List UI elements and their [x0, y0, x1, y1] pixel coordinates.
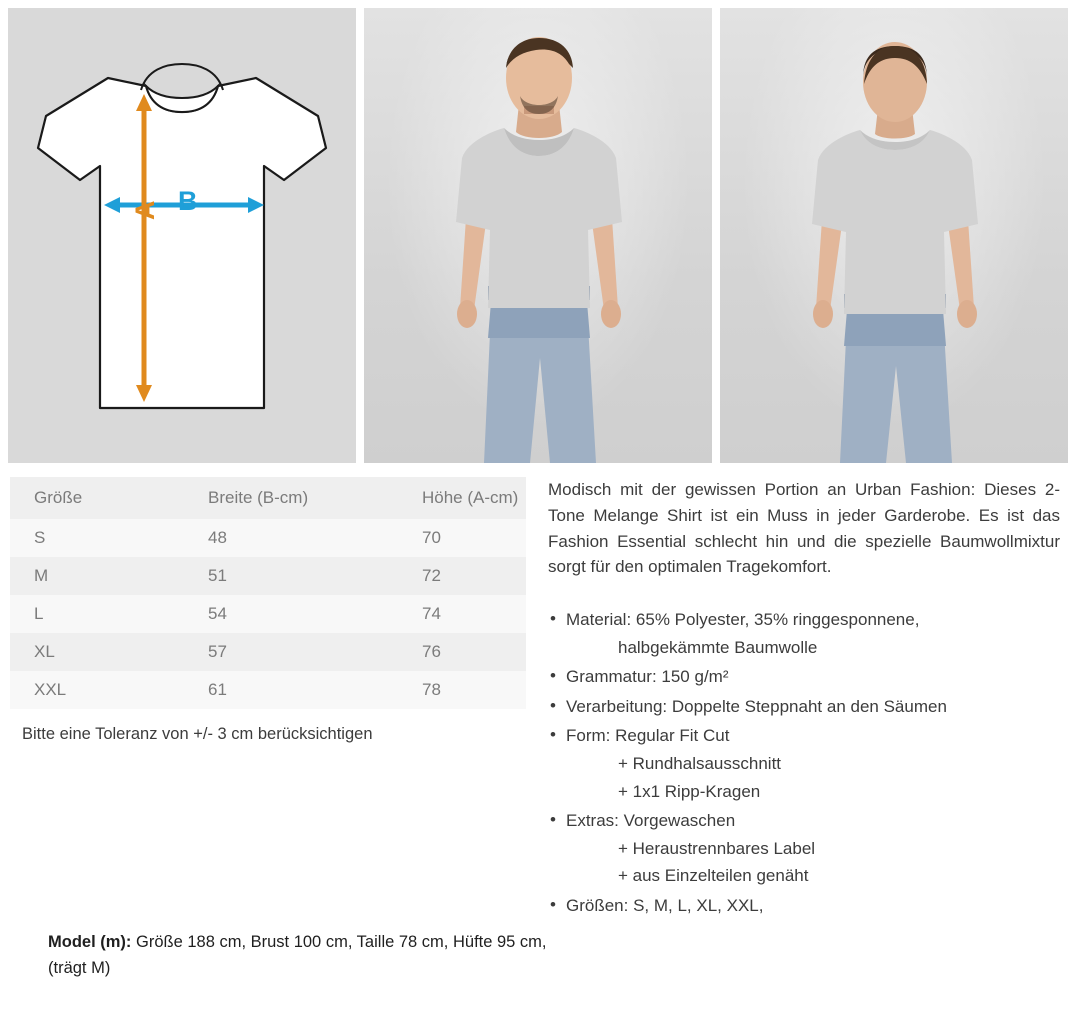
list-item: [548, 722, 1060, 805]
size-table-head: [10, 477, 526, 519]
spec-main: Extras: Vorgewaschen: [566, 811, 736, 831]
spec-sub: + Rundhalsausschnitt: [618, 753, 782, 773]
cell-height: 76: [398, 633, 526, 671]
tolerance-note: Bitte eine Toleranz von +/- 3 cm berücksichtigen: [22, 725, 373, 743]
model-back-photo: [720, 8, 1068, 463]
model-front-illustration: [364, 8, 712, 463]
spec-sub: + aus Einzelteilen genäht: [618, 866, 809, 886]
spec-main: Form: Regular Fit Cut: [566, 726, 730, 746]
cell-size: L: [10, 595, 184, 633]
list-item: [548, 693, 1060, 721]
height-label: A: [130, 200, 160, 220]
size-table-body: [10, 519, 526, 709]
spec-sub: + 1x1 Ripp-Kragen: [618, 781, 761, 801]
size-table: [10, 477, 526, 709]
cell-size: S: [10, 519, 184, 557]
table-row: [10, 557, 526, 595]
header-height: Höhe (A-cm): [398, 477, 526, 519]
size-diagram: [8, 8, 356, 463]
model-note-label: Model (m):: [48, 933, 132, 951]
spec-main: Größen: S, M, L, XL, XXL,: [566, 895, 764, 915]
list-item: [548, 663, 1060, 691]
table-row: [10, 595, 526, 633]
list-item: [548, 892, 1060, 920]
cell-size: M: [10, 557, 184, 595]
spec-sub: halbgekämmte Baumwolle: [618, 637, 818, 657]
width-label: B: [178, 186, 198, 216]
cell-width: 48: [184, 519, 398, 557]
product-image-row: [0, 0, 1080, 463]
cell-height: 78: [398, 671, 526, 709]
cell-width: 61: [184, 671, 398, 709]
size-table-column: [10, 477, 540, 921]
cell-size: XXL: [10, 671, 184, 709]
tshirt-schematic: [8, 8, 356, 463]
cell-width: 57: [184, 633, 398, 671]
cell-height: 70: [398, 519, 526, 557]
spec-main: Verarbeitung: Doppelte Steppnaht an den Säumen: [566, 696, 947, 716]
cell-height: 74: [398, 595, 526, 633]
list-item: [548, 606, 1060, 661]
spec-sub: + Heraustrennbares Label: [618, 838, 816, 858]
table-row: [10, 519, 526, 557]
model-note-text: Größe 188 cm, Brust 100 cm, Taille 78 cm, Hüfte 95 cm, (trägt M): [48, 933, 547, 977]
table-row: [10, 671, 526, 709]
spec-main: Material: 65% Polyester, 35% ringgesponnene,: [566, 610, 920, 630]
details-section: [0, 463, 1080, 921]
product-description: Modisch mit der gewissen Portion an Urban Fashion: Dieses 2-Tone Melange Shirt ist ein Muss in jeder Garderobe. Es ist das Fashion Essential schlecht hin und die spezielle Baumwollmixtur sorgt für den optimalen Tragekomfort.: [548, 480, 1060, 577]
list-item: [548, 807, 1060, 890]
model-front-photo: [364, 8, 712, 463]
cell-width: 51: [184, 557, 398, 595]
model-note: [48, 930, 548, 981]
description-column: [540, 477, 1060, 921]
table-row: [10, 633, 526, 671]
size-table-header-row: [10, 477, 526, 519]
header-size: Größe: [10, 477, 184, 519]
cell-size: XL: [10, 633, 184, 671]
spec-main: Grammatur: 150 g/m²: [566, 667, 729, 687]
model-back-illustration: [720, 8, 1068, 463]
header-width: Breite (B-cm): [184, 477, 398, 519]
cell-height: 72: [398, 557, 526, 595]
cell-width: 54: [184, 595, 398, 633]
spec-list: [548, 606, 1060, 919]
